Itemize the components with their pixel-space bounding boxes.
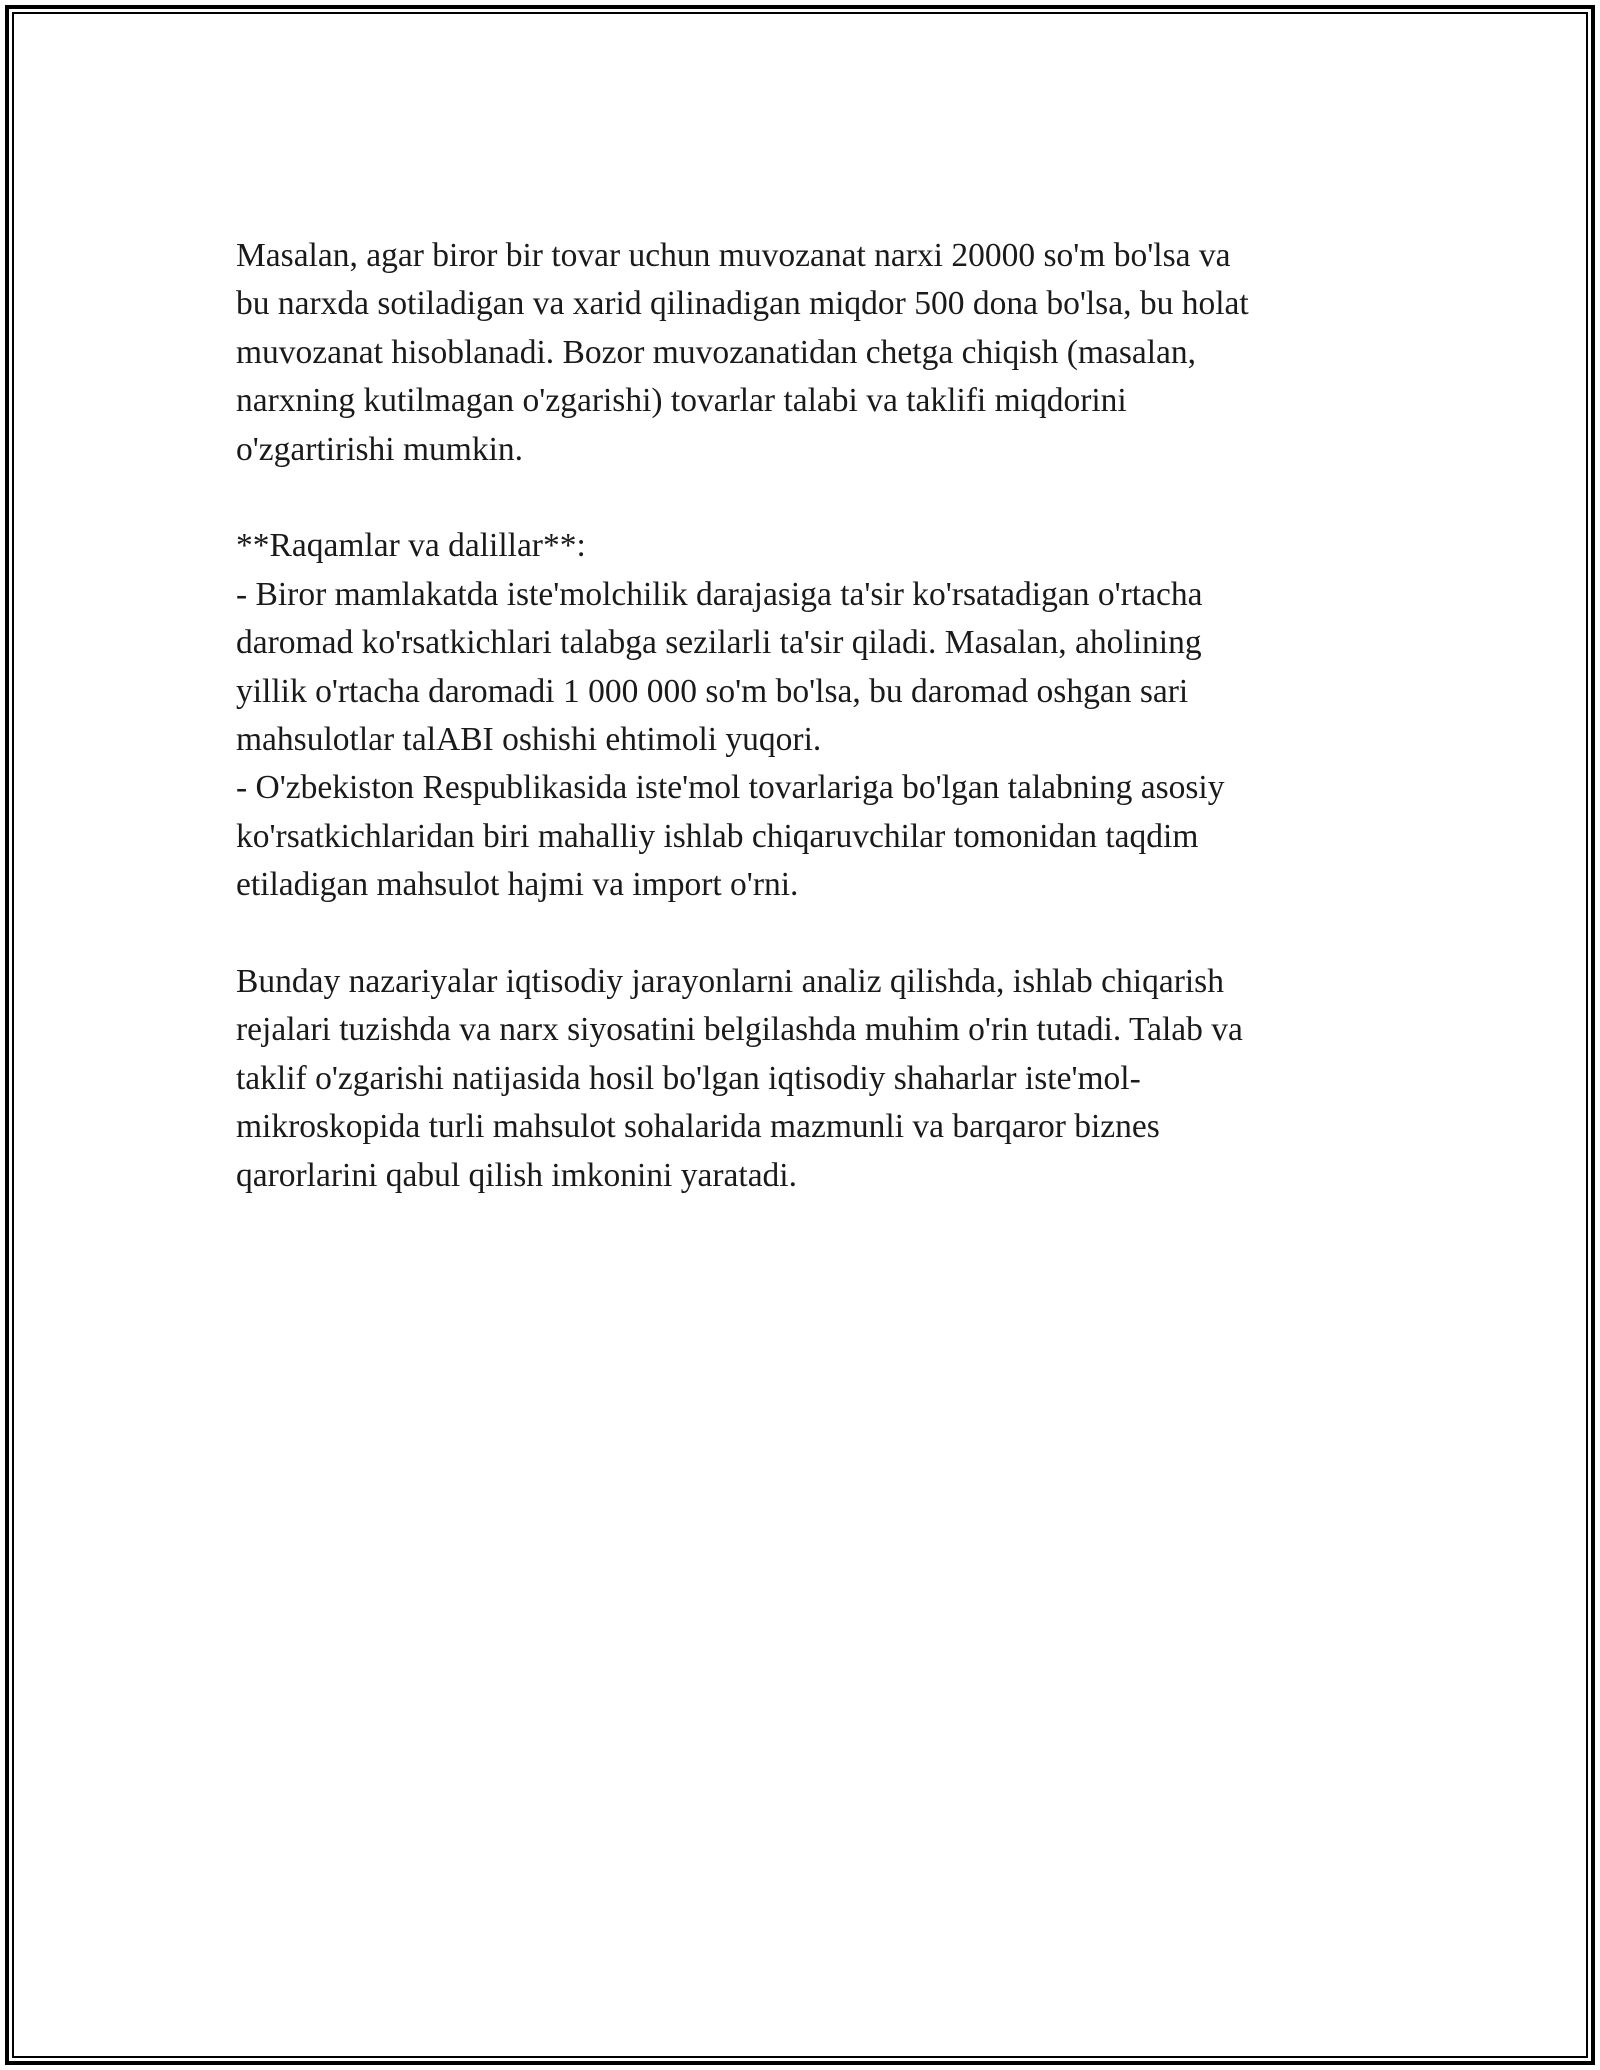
paragraph-spacer	[236, 910, 1366, 958]
text-line: muvozanat hisoblanadi. Bozor muvozanatidan chetga chiqish (masalan,	[236, 333, 1197, 371]
document-body	[236, 232, 1366, 1200]
text-line: qarorlarini qabul qilish imkonini yaratadi.	[236, 1156, 797, 1194]
bullet-item-1	[236, 571, 1366, 765]
paragraph-1	[236, 232, 1366, 474]
text-line: yillik o'rtacha daromadi 1 000 000 so'm bo'lsa, bu daromad oshgan sari	[236, 672, 1189, 710]
text-line: - Biror mamlakatda iste'molchilik darajasiga ta'sir ko'rsatadigan o'rtacha	[236, 575, 1203, 613]
text-line: Bunday nazariyalar iqtisodiy jarayonlarni analiz qilishda, ishlab chiqarish	[236, 963, 1224, 1001]
text-line: - O'zbekiston Respublikasida iste'mol tovarlariga bo'lgan talabning asosiy	[236, 769, 1225, 807]
text-line: Masalan, agar biror bir tovar uchun muvozanat narxi 20000 so'm bo'lsa va	[236, 237, 1231, 274]
text-line: etiladigan mahsulot hajmi va import o'rni.	[236, 866, 799, 904]
paragraph-spacer	[236, 474, 1366, 522]
section-heading: **Raqamlar va dalillar**:	[236, 527, 586, 565]
text-line: taklif o'zgarishi natijasida hosil bo'lgan iqtisodiy shaharlar iste'mol-	[236, 1059, 1141, 1097]
text-line: mikroskopida turli mahsulot sohalarida mazmunli va barqaror biznes	[236, 1108, 1160, 1146]
text-line: narxning kutilmagan o'zgarishi) tovarlar talabi va taklifi miqdorini	[236, 382, 1127, 420]
text-line: mahsulotlar talABI oshishi ehtimoli yuqori.	[236, 721, 822, 759]
text-line: rejalari tuzishda va narx siyosatini belgilashda muhim o'rin tutadi. Talab va	[236, 1011, 1243, 1049]
text-line: bu narxda sotiladigan va xarid qilinadigan miqdor 500 dona bo'lsa, bu holat	[236, 285, 1249, 323]
text-line: daromad ko'rsatkichlari talabga sezilarli ta'sir qiladi. Masalan, aholining	[236, 624, 1202, 662]
text-line: o'zgartirishi mumkin.	[236, 430, 524, 468]
paragraph-2	[236, 958, 1366, 1200]
bullet-item-2	[236, 764, 1366, 909]
text-line: ko'rsatkichlaridan biri mahalliy ishlab chiqaruvchilar tomonidan taqdim	[236, 817, 1199, 855]
